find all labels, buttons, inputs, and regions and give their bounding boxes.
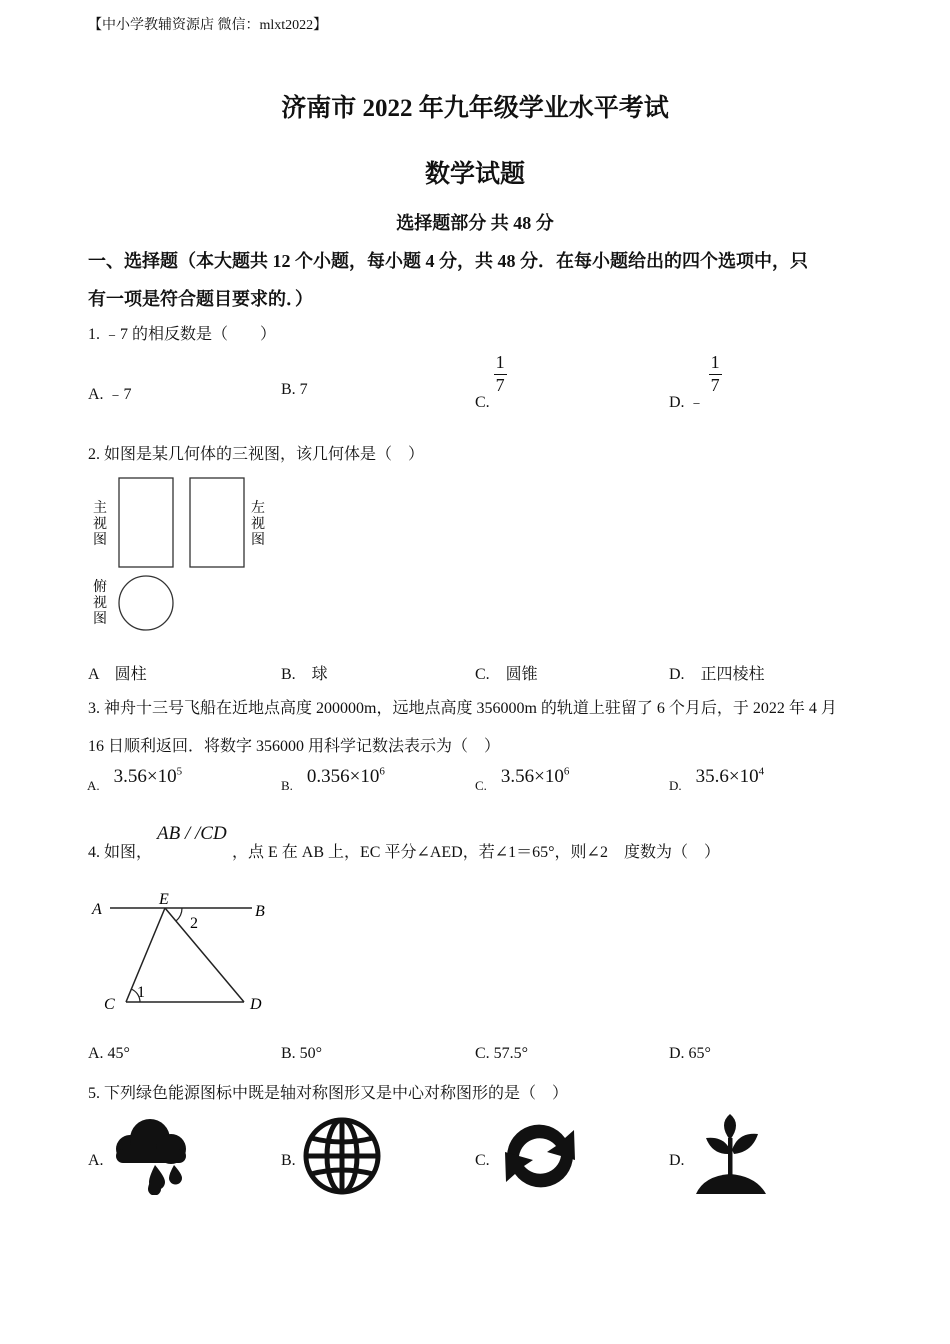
left-view-char-3: 图: [251, 533, 265, 548]
recycle-arrows-icon: [495, 1116, 585, 1196]
fraction-denominator: 7: [495, 374, 505, 395]
subject-title: 数学试题: [424, 161, 525, 188]
part-title: 选择题部分 共 48 分: [396, 213, 554, 233]
label-angle-2: 2: [190, 915, 198, 932]
front-view-char-2: 视: [93, 517, 107, 532]
fraction-numerator: 1: [709, 352, 722, 375]
three-view-figure: [86, 470, 286, 640]
q5-stem: 5. 下列绿色能源图标中既是轴对称图形又是中心对称图形的是（ ）: [88, 1085, 569, 1102]
q4-stem-rest: ，点 E 在 AB 上，EC 平分∠AED，若∠1＝65°，则∠2 度数为（ ）: [232, 844, 720, 861]
fraction-denominator: 7: [710, 374, 720, 395]
q3-option-a-label: A.: [87, 778, 100, 794]
top-view-char-2: 视: [93, 596, 107, 611]
label-c: C: [104, 996, 115, 1013]
q1-option-a: A. ﹣7: [88, 386, 132, 403]
section-heading-line1: 一、选择题（本大题共 12 个小题，每小题 4 分，共 48 分．在每小题给出的四个选项中，只: [88, 251, 808, 271]
q1-stem: 1. ﹣7 的相反数是（ ）: [88, 326, 277, 343]
segment-ec: [126, 908, 165, 1002]
label-angle-1: 1: [137, 984, 145, 1001]
q1-option-c: [475, 352, 507, 411]
q3-option-d-value: $35.6\times 10^4$: [695, 766, 765, 788]
q4-option-d: D. 65°: [669, 1045, 711, 1062]
q3-option-b-value: $0.356\times 10^6$: [306, 766, 385, 788]
top-view-circle: [119, 576, 173, 630]
q1-option-d-label: D. ﹣: [669, 393, 705, 411]
q4-geometry-figure: [86, 880, 286, 1020]
q2-option-a: A 圆柱: [88, 666, 147, 683]
q3-option-c-value: $3.56\times 10^6$: [500, 766, 570, 788]
front-view-char-1: 主: [93, 501, 107, 516]
q3-option-c: [475, 766, 570, 794]
q1-option-c-fraction: [494, 352, 507, 396]
front-view-rect: [119, 478, 173, 567]
fraction-numerator: 1: [494, 352, 507, 375]
q2-option-d: D. 正四棱柱: [669, 666, 765, 683]
q3-option-b-label: B.: [281, 778, 293, 794]
label-e: E: [159, 891, 169, 908]
q4-option-c: C. 57.5°: [475, 1045, 529, 1062]
q5-option-b-label: B.: [281, 1152, 296, 1169]
angle-2-arc: [176, 908, 182, 921]
q1-option-d: [669, 352, 722, 411]
q3-option-b: [281, 766, 385, 794]
q3-option-a: [87, 766, 183, 794]
globe-icon: [302, 1116, 382, 1196]
q3-option-c-label: C.: [475, 778, 487, 794]
left-view-char-2: 视: [251, 517, 265, 532]
plant-sprout-icon: [690, 1110, 774, 1198]
top-view-char-3: 图: [93, 612, 107, 627]
left-view-char-1: 左: [251, 501, 265, 516]
q3-option-d-label: D.: [669, 778, 682, 794]
section-heading-line2: 有一项是符合题目要求的．）: [88, 289, 313, 309]
q2-option-c: C. 圆锥: [475, 666, 538, 683]
q3-option-d: [669, 766, 765, 794]
label-a: A: [92, 901, 102, 918]
label-b: B: [255, 903, 265, 920]
top-view-char-1: 俯: [93, 580, 107, 595]
cloud-rain-icon: [108, 1115, 192, 1195]
q4-parallel-expr: AB / /CD: [157, 823, 227, 844]
exam-title: 济南市 2022 年九年级学业水平考试: [281, 95, 669, 122]
segment-ed: [165, 908, 244, 1002]
header-note: 【中小学教辅资源店 微信：mlxt2022】: [88, 18, 328, 33]
q4-option-a: A. 45°: [88, 1045, 130, 1062]
q2-stem: 2. 如图是某几何体的三视图，该几何体是（ ）: [88, 446, 425, 463]
q5-option-d-label: D.: [669, 1152, 685, 1169]
q5-option-a-label: A.: [88, 1152, 104, 1169]
q1-option-c-label: C.: [475, 393, 490, 411]
front-view-char-3: 图: [93, 533, 107, 548]
q1-option-b: B. 7: [281, 381, 308, 398]
q5-option-c-label: C.: [475, 1152, 490, 1169]
label-d: D: [250, 996, 262, 1013]
q3-option-a-value: $3.56\times 10^5$: [113, 766, 183, 788]
left-view-rect: [190, 478, 244, 567]
q1-option-d-fraction: [709, 352, 722, 396]
q2-option-b: B. 球: [281, 666, 328, 683]
q4-option-b: B. 50°: [281, 1045, 323, 1062]
q3-stem-line1: 3. 神舟十三号飞船在近地点高度 200000m，远地点高度 356000m 的轨道上驻留了 6 个月后，于 2022 年 4 月: [88, 700, 837, 717]
q4-stem-start: 4. 如图，: [88, 844, 153, 861]
q3-stem-line2: 16 日顺利返回．将数字 356000 用科学记数法表示为（ ）: [88, 738, 501, 755]
